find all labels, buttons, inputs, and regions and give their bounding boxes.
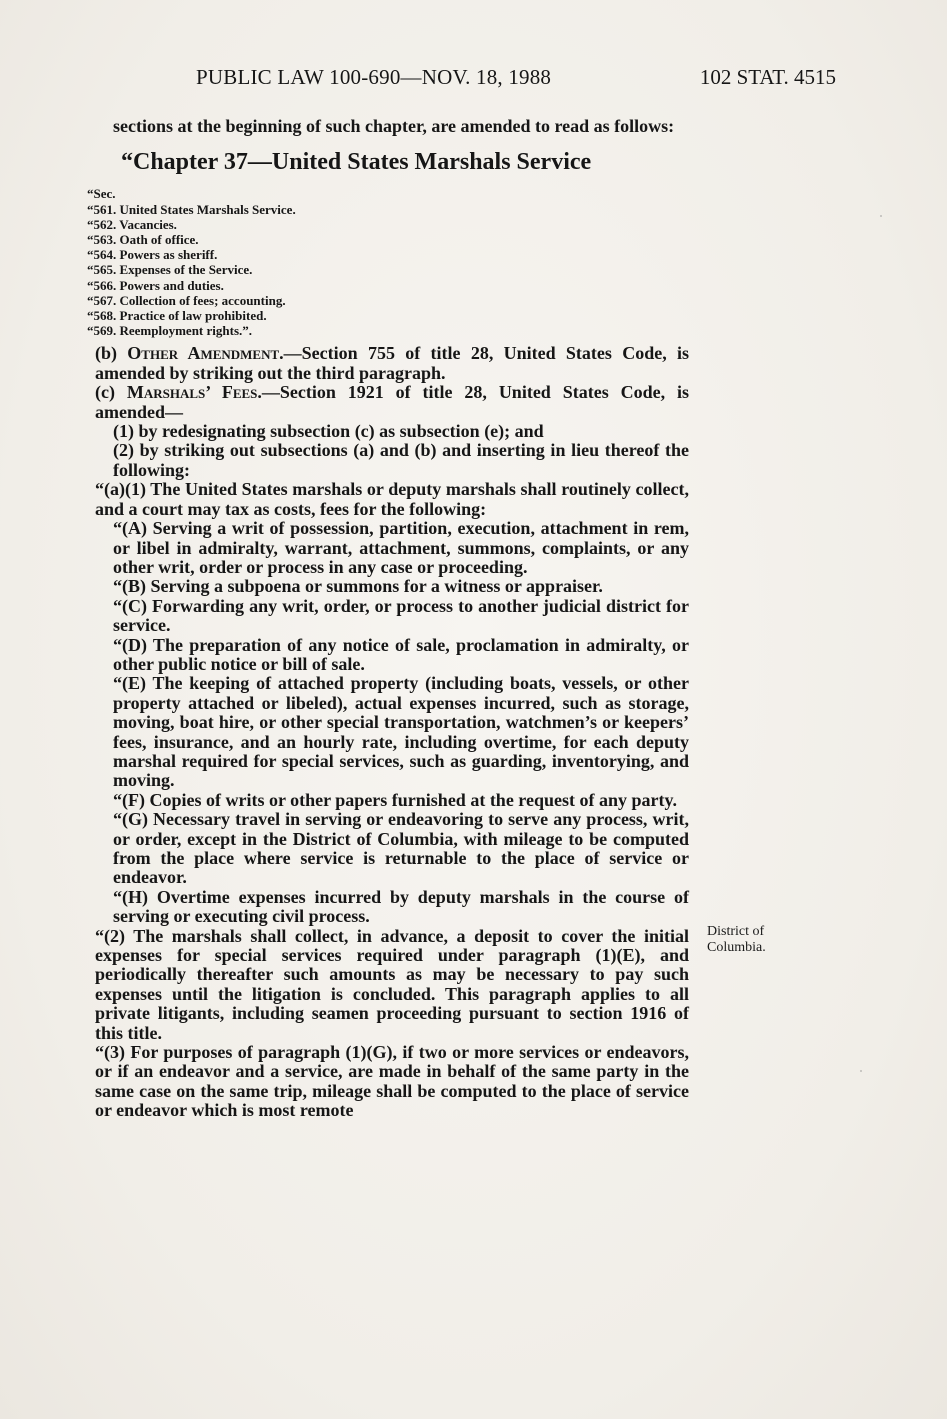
- toc-label: “Sec.: [87, 186, 116, 202]
- paragraph-a1: “(a)(1) The United States marshals or deputy marshals shall routinely collect, and a court may tax as costs, fees for the following:: [95, 479, 689, 519]
- subsection-b-label: (b): [95, 343, 128, 364]
- toc-entry: “568. Practice of law prohibited.: [87, 308, 267, 324]
- statute-citation: 102 STAT. 4515: [699, 65, 836, 89]
- toc-entry: “565. Expenses of the Service.: [87, 262, 253, 278]
- scan-speck: [860, 1070, 862, 1072]
- toc-entry: “561. United States Marshals Service.: [87, 201, 296, 217]
- paragraph-c2: (2) by striking out subsections (a) and (b) and inserting in lieu thereof the following:: [113, 440, 689, 480]
- margin-note-line: District of: [707, 924, 765, 939]
- subsection-b: [95, 344, 689, 383]
- toc-entry: “569. Reemployment rights.”.: [87, 323, 253, 339]
- subsection-c: [95, 383, 689, 422]
- toc-entry: “563. Oath of office.: [87, 232, 199, 248]
- margin-note: [707, 924, 766, 956]
- margin-note-line: Columbia.: [707, 940, 766, 955]
- document-body: [87, 116, 689, 1121]
- toc-entry: “564. Powers as sheriff.: [87, 247, 218, 263]
- scan-speck: [880, 215, 882, 217]
- toc-entry: “566. Powers and duties.: [87, 277, 224, 293]
- item-G: “(G) Necessary travel in serving or endeavoring to serve any process, writ, or order, except in the District of Columbia, with mileage to be computed from the place where service is returnable to the place of service or endeavor.: [113, 809, 689, 888]
- item-A: “(A) Serving a writ of possession, partition, execution, attachment in rem, or libel in admiralty, warrant, attachment, summons, complaints, or any other writ, order or process in any case or proceeding.: [113, 518, 689, 577]
- item-D: “(D) The preparation of any notice of sale, proclamation in admiralty, or other public notice or bill of sale.: [113, 634, 689, 674]
- section-table-of-contents: [87, 186, 689, 338]
- subsection-c-label: (c): [95, 382, 127, 403]
- running-title: PUBLIC LAW 100-690—NOV. 18, 1988: [196, 65, 552, 89]
- paragraph-3: “(3) For purposes of paragraph (1)(G), if two or more services or endeavors, or if an endeavor and a service, are made in behalf of the same party in the same case on the same trip, mileage shall be computed to the place of service or endeavor which is most remote: [95, 1042, 689, 1121]
- intro-paragraph: sections at the beginning of such chapter, are amended to read as follows:: [113, 116, 675, 136]
- item-F: “(F) Copies of writs or other papers furnished at the request of any party.: [113, 789, 677, 810]
- item-C: “(C) Forwarding any writ, order, or process to another judicial district for service.: [113, 595, 689, 636]
- item-E: “(E) The keeping of attached property (including boats, vessels, or other property attached or libeled), actual expenses incurred, such as storage, moving, boat hire, or other special transportation, watchmen’s or keepers’ fees, insurance, and an hourly rate, including overtime, for each deputy marshal required for special services, such as guarding, inventorying, and moving.: [113, 673, 689, 791]
- item-H: “(H) Overtime expenses incurred by deputy marshals in the course of serving or executing civil process.: [113, 886, 689, 927]
- subsection-b-heading: Other Amendment: [127, 343, 280, 364]
- item-B: “(B) Serving a subpoena or summons for a witness or appraiser.: [113, 576, 603, 597]
- subsection-b-text: .—Section 755 of title 28, United States Code, is amended by striking out the third paragraph.: [95, 343, 689, 383]
- paragraph-c1: (1) by redesignating subsection (c) as subsection (e); and: [113, 421, 544, 442]
- chapter-heading: “Chapter 37—United States Marshals Service: [121, 149, 592, 176]
- toc-entry: “567. Collection of fees; accounting.: [87, 292, 286, 308]
- paragraph-2: “(2) The marshals shall collect, in advance, a deposit to cover the initial expenses for special services required under paragraph (1)(E), and periodically thereafter such amounts as may be necessary to pay such expenses until the litigation is concluded. This paragraph applies to all private litigants, including seamen proceeding pursuant to section 1916 of this title.: [95, 925, 689, 1043]
- toc-entry: “562. Vacancies.: [87, 216, 177, 232]
- subsection-c-text: .—Section 1921 of title 28, United States Code, is amended—: [95, 382, 689, 422]
- page-header: [196, 64, 836, 90]
- subsection-c-heading: Marshals’ Fees: [126, 382, 258, 403]
